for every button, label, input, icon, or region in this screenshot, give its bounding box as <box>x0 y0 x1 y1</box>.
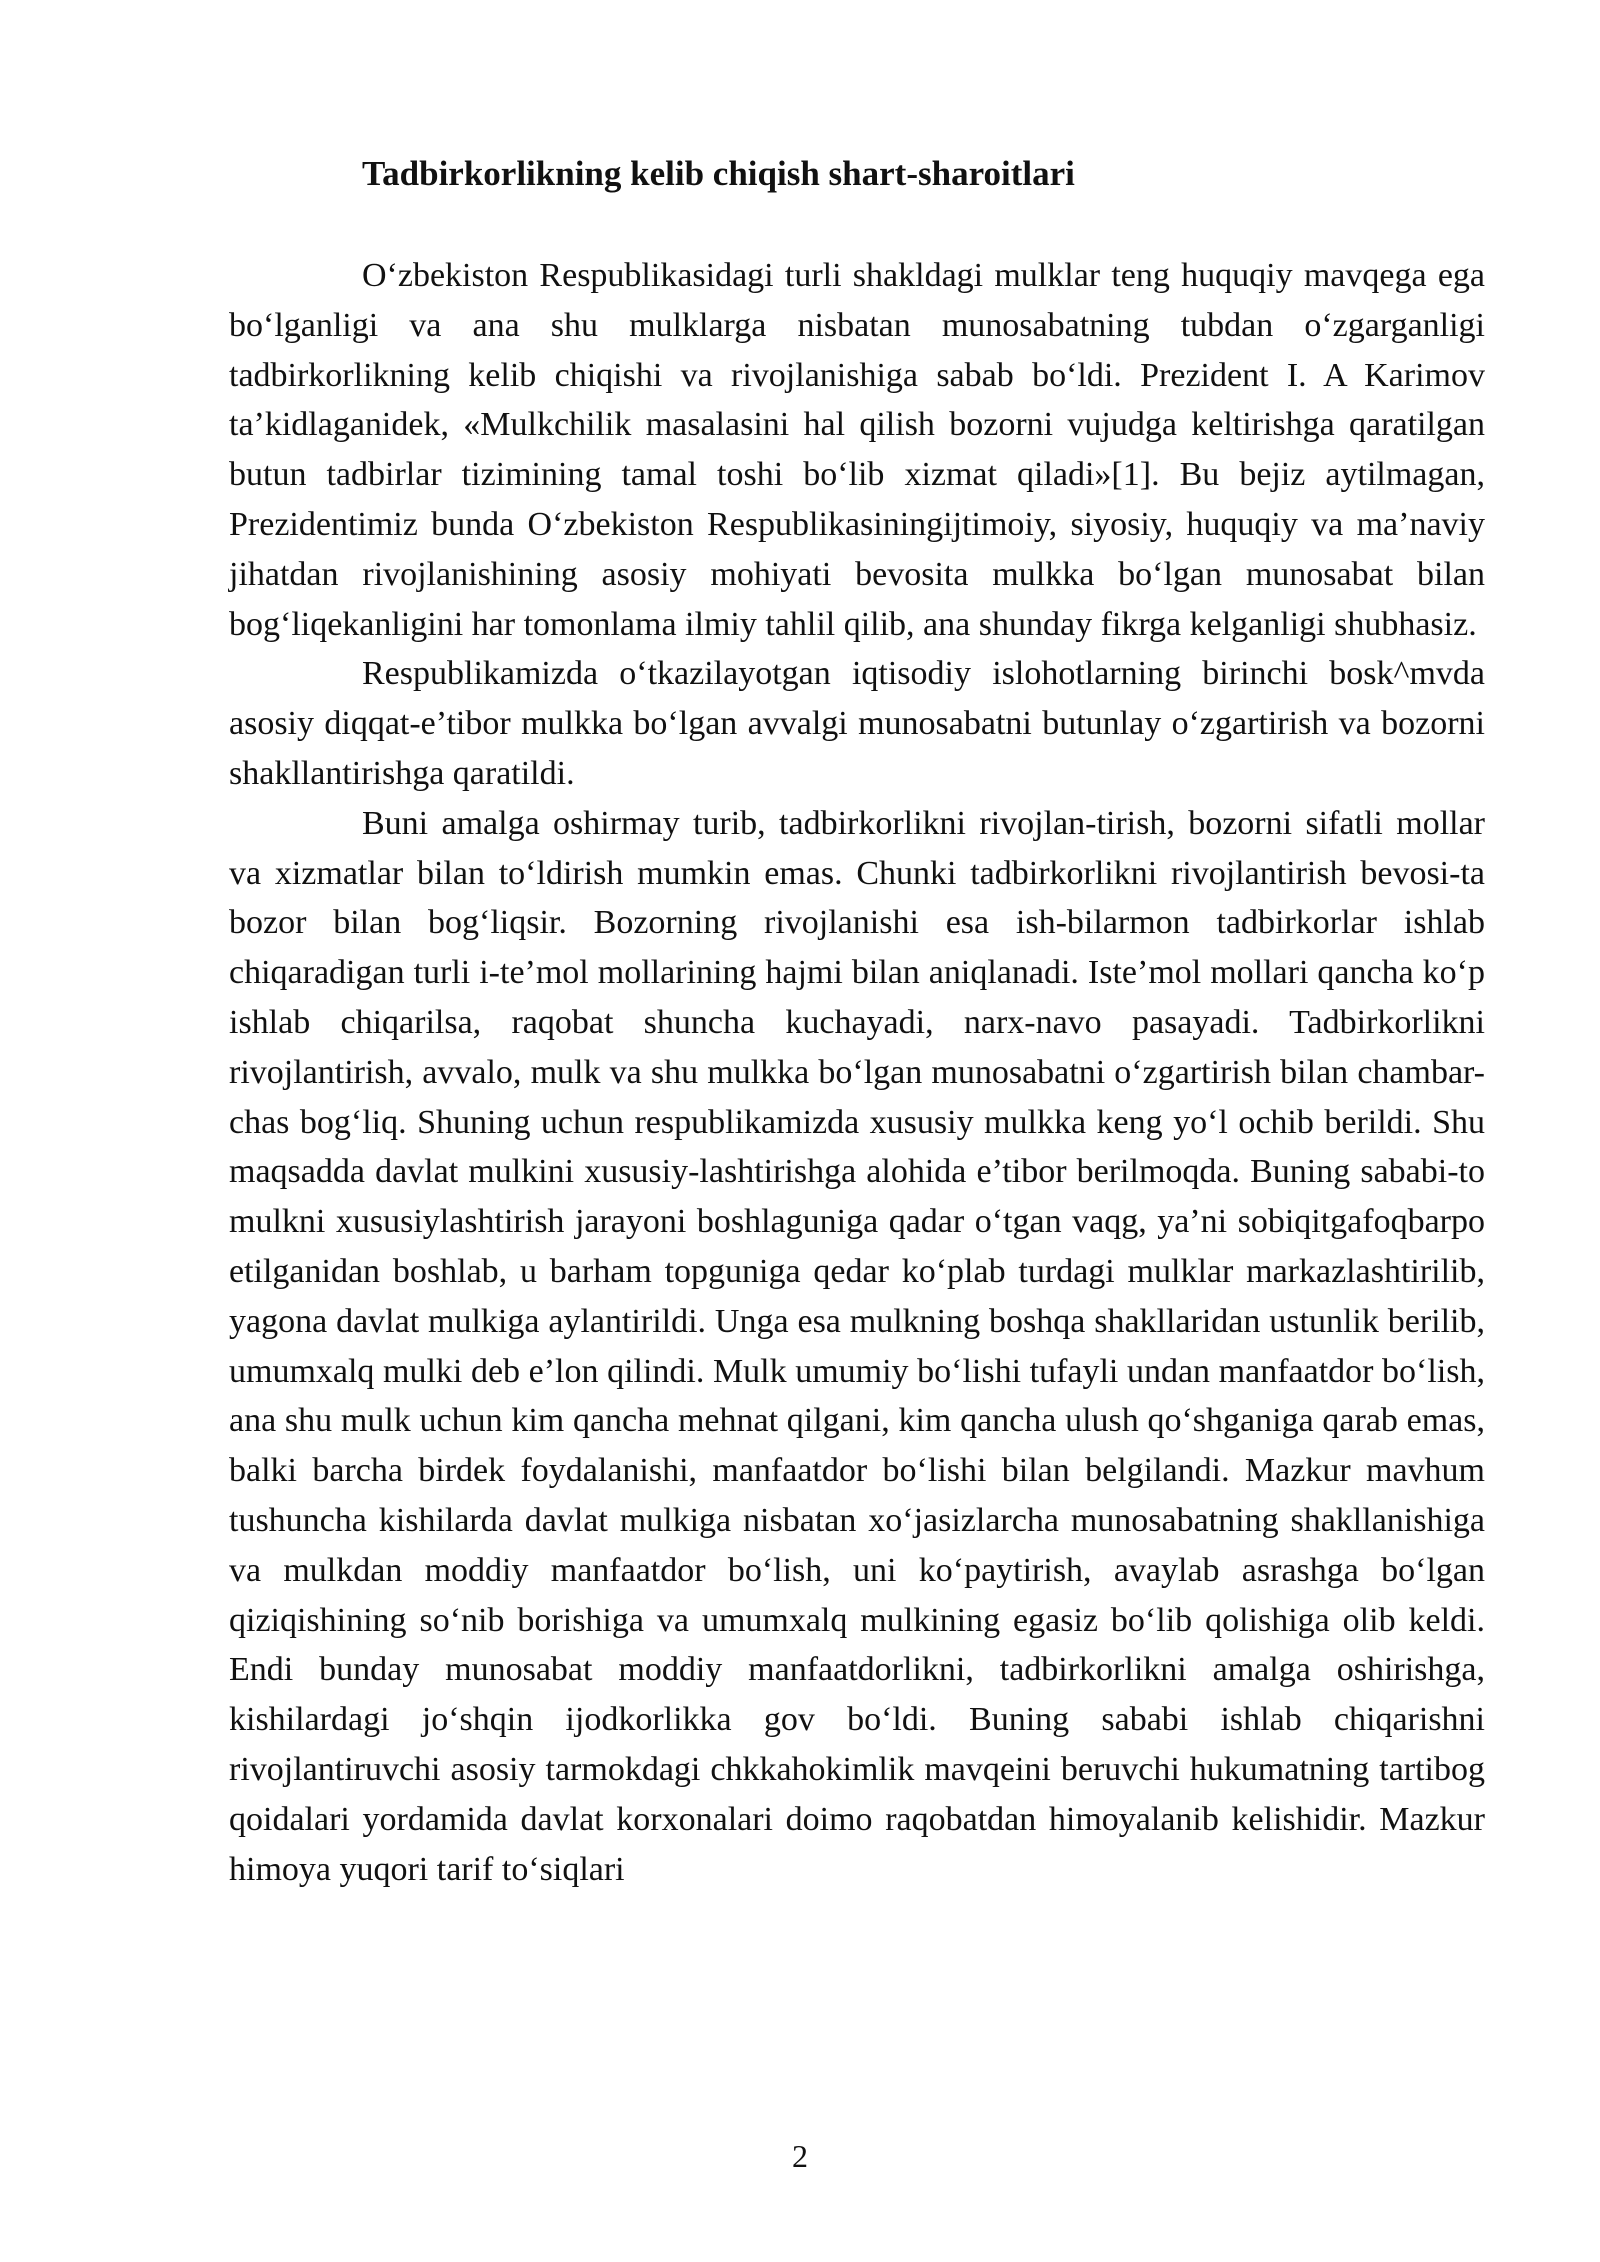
paragraph-economic-reforms: Respublikamizda o‘tkazilayotgan iqtisodiy islohotlarning birinchi bosk^mvda asosiy diqqat-e’tibor mulkka bo‘lgan avvalgi munosabatni butunlay o‘zgartirish va bozorni shakllantirishga qaratildi. <box>229 655 1485 792</box>
page-number: 2 <box>792 2138 808 2174</box>
paragraph-ownership-reform: O‘zbekiston Respublikasidagi turli shakldagi mulklar teng huquqiy mavqega ega bo‘lganligi va ana shu mulklarga nisbatan munosabatning tubdan o‘zgarganligi tadbirkorlikning kelib chiqishi va rivojlanishiga sabab bo‘ldi. Prezident I. A Karimov ta’kidlaganidek, «Mulkchilik masalasini hal qilish bozorni vujudga keltirishga qaratilgan butun tadbirlar tizimining tamal toshi bo‘lib xizmat qiladi»[1]. Bu bejiz aytilmagan, Prezidentimiz bunda O‘zbekiston Respublikasiningijtimoiy, siyosiy, huquqiy va ma’naviy jihatdan rivojlanishining asosiy mohiyati bevosita mulkka bo‘lgan munosabat bilan bog‘liqekanligini har tomonlama ilmiy tahlil qilib, ana shunday fikrga kelganligi shubhasiz. <box>229 257 1485 643</box>
document-title: Tadbirkorlikning kelib chiqish shart-sharoitlari <box>362 154 1075 193</box>
document-body <box>229 251 1485 1894</box>
paragraph-entrepreneurship-development: Buni amalga oshirmay turib, tadbirkorlikni rivojlan-tirish, bozorni sifatli mollar va xizmatlar bilan to‘ldirish mumkin emas. Chunki tadbirkorlikni rivojlantirish bevosi-ta bozor bilan bog‘liqsir. Bozorning rivojlanishi esa ish-bilarmon tadbirkorlar ishlab chiqaradigan turli i-te’mol mollarining hajmi bilan aniqlanadi. Iste’mol mollari qancha ko‘p ishlab chiqarilsa, raqobat shuncha kuchayadi, narx-navo pasayadi. Tadbirkorlikni rivojlantirish, avvalo, mulk va shu mulkka bo‘lgan munosabatni o‘zgartirish bilan chambar-chas bog‘liq. Shuning uchun respublikamizda xususiy mulkka keng yo‘l ochib berildi. Shu maqsadda davlat mulkini xususiy-lashtirishga alohida e’tibor berilmoqda. Buning sababi-to mulkni xususiylashtirish jarayoni boshlaguniga qadar o‘tgan vaqg, ya’ni sobiqitgafoqbarpo etilganidan boshlab, u barham topguniga qedar ko‘plab turdagi mulklar markazlashtirilib, yagona davlat mulkiga aylantirildi. Unga esa mulkning boshqa shakllaridan ustunlik berilib, umumxalq mulki deb e’lon qilindi. Mulk umumiy bo‘lishi tufayli undan manfaatdor bo‘lish, ana shu mulk uchun kim qancha mehnat qilgani, kim qancha ulush qo‘shganiga qarab emas, balki barcha birdek foydalanishi, manfaatdor bo‘lishi bilan belgilandi. Mazkur mavhum tushuncha kishilarda davlat mulkiga nisbatan xo‘jasizlarcha munosabatning shakllanishiga va mulkdan moddiy manfaatdor bo‘lish, uni ko‘paytirish, avaylab asrashga bo‘lgan qiziqishining so‘nib borishiga va umumxalq mulkining egasiz bo‘lib qolishiga olib keldi. Endi bunday munosabat moddiy manfaatdorlikni, tadbirkorlikni amalga oshirishga, kishilardagi jo‘shqin ijodkorlikka gov bo‘ldi. Buning sababi ishlab chiqarishni rivojlantiruvchi asosiy tarmokdagi chkkahokimlik mavqeini beruvchi hukumatning tartibog qoidalari yordamida davlat korxonalari doimo raqobatdan himoyalanib kelishidir. Mazkur himoya yuqori tarif to‘siqlari <box>229 804 1485 1888</box>
